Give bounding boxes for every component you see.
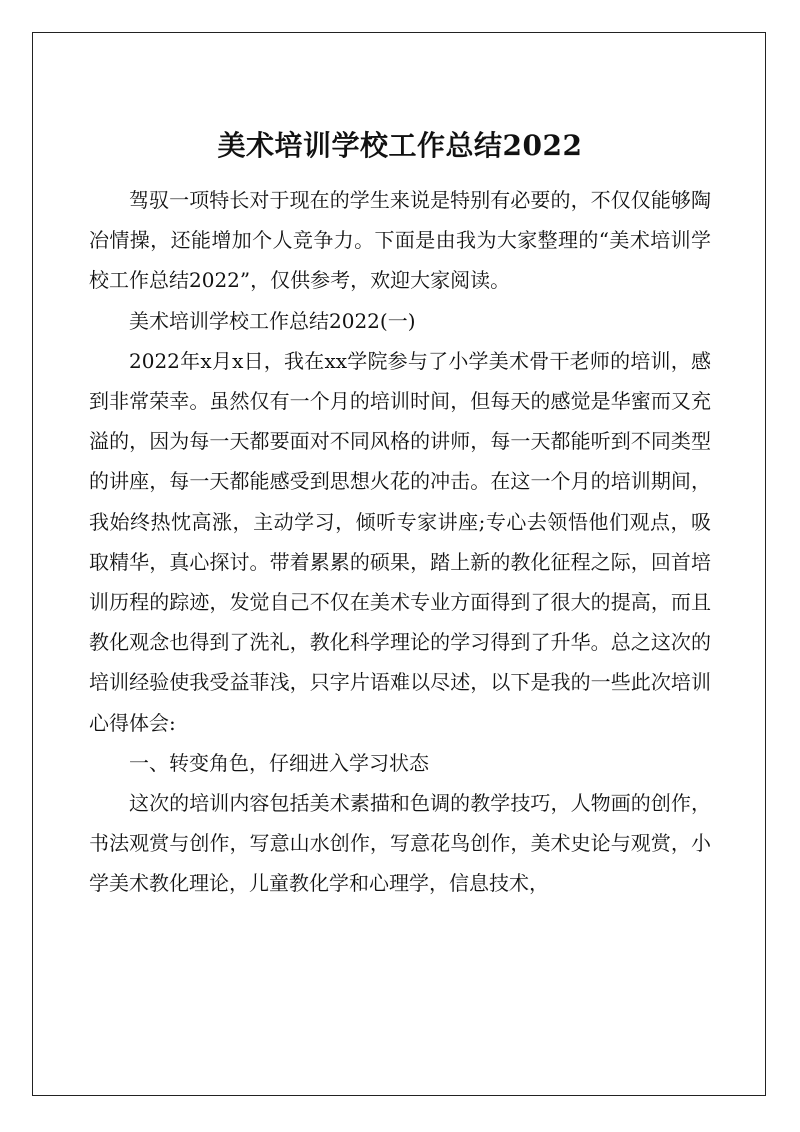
document-title: 美术培训学校工作总结2022 [217, 129, 583, 162]
document-content [89, 126, 711, 904]
subsection-heading: 一、转变角色，仔细进入学习状态 [129, 750, 429, 775]
document-body [89, 180, 711, 904]
intro-paragraph: 驾驭一项特长对于现在的学生来说是特别有必要的，不仅仅能够陶冶情操，还能增加个人竞争力。下面是由我为大家整理的“美术培训学校工作总结2022”，仅供参考，欢迎大家阅读。 [89, 188, 711, 293]
body-paragraph-continued: 这次的培训内容包括美术素描和色调的教学技巧，人物画的创作，书法观赏与创作，写意山水创作，写意花鸟创作，美术史论与观赏，小学美术教化理论，儿童教化学和心理学，信息技术， [89, 791, 711, 896]
section-title: 美术培训学校工作总结2022(一) [129, 308, 416, 333]
body-paragraph: 2022年x月x日，我在xx学院参与了小学美术骨干老师的培训，感到非常荣幸。虽然仅有一个月的培训时间，但每天的感觉是华蜜而又充溢的，因为每一天都要面对不同风格的讲师，每一天都能听到不同类型的讲座，每一天都能感受到思想火花的冲击。在这一个月的培训期间，我始终热忱高涨，主动学习，倾听专家讲座;专心去领悟他们观点，吸取精华，真心探讨。带着累累的硕果，踏上新的教化征程之际，回首培训历程的踪迹，发觉自己不仅在美术专业方面得到了很大的提高，而且教化观念也得到了洗礼，教化科学理论的学习得到了升华。总之这次的培训经验使我受益菲浅，只字片语难以尽述，以下是我的一些此次培训心得体会: [89, 348, 711, 735]
